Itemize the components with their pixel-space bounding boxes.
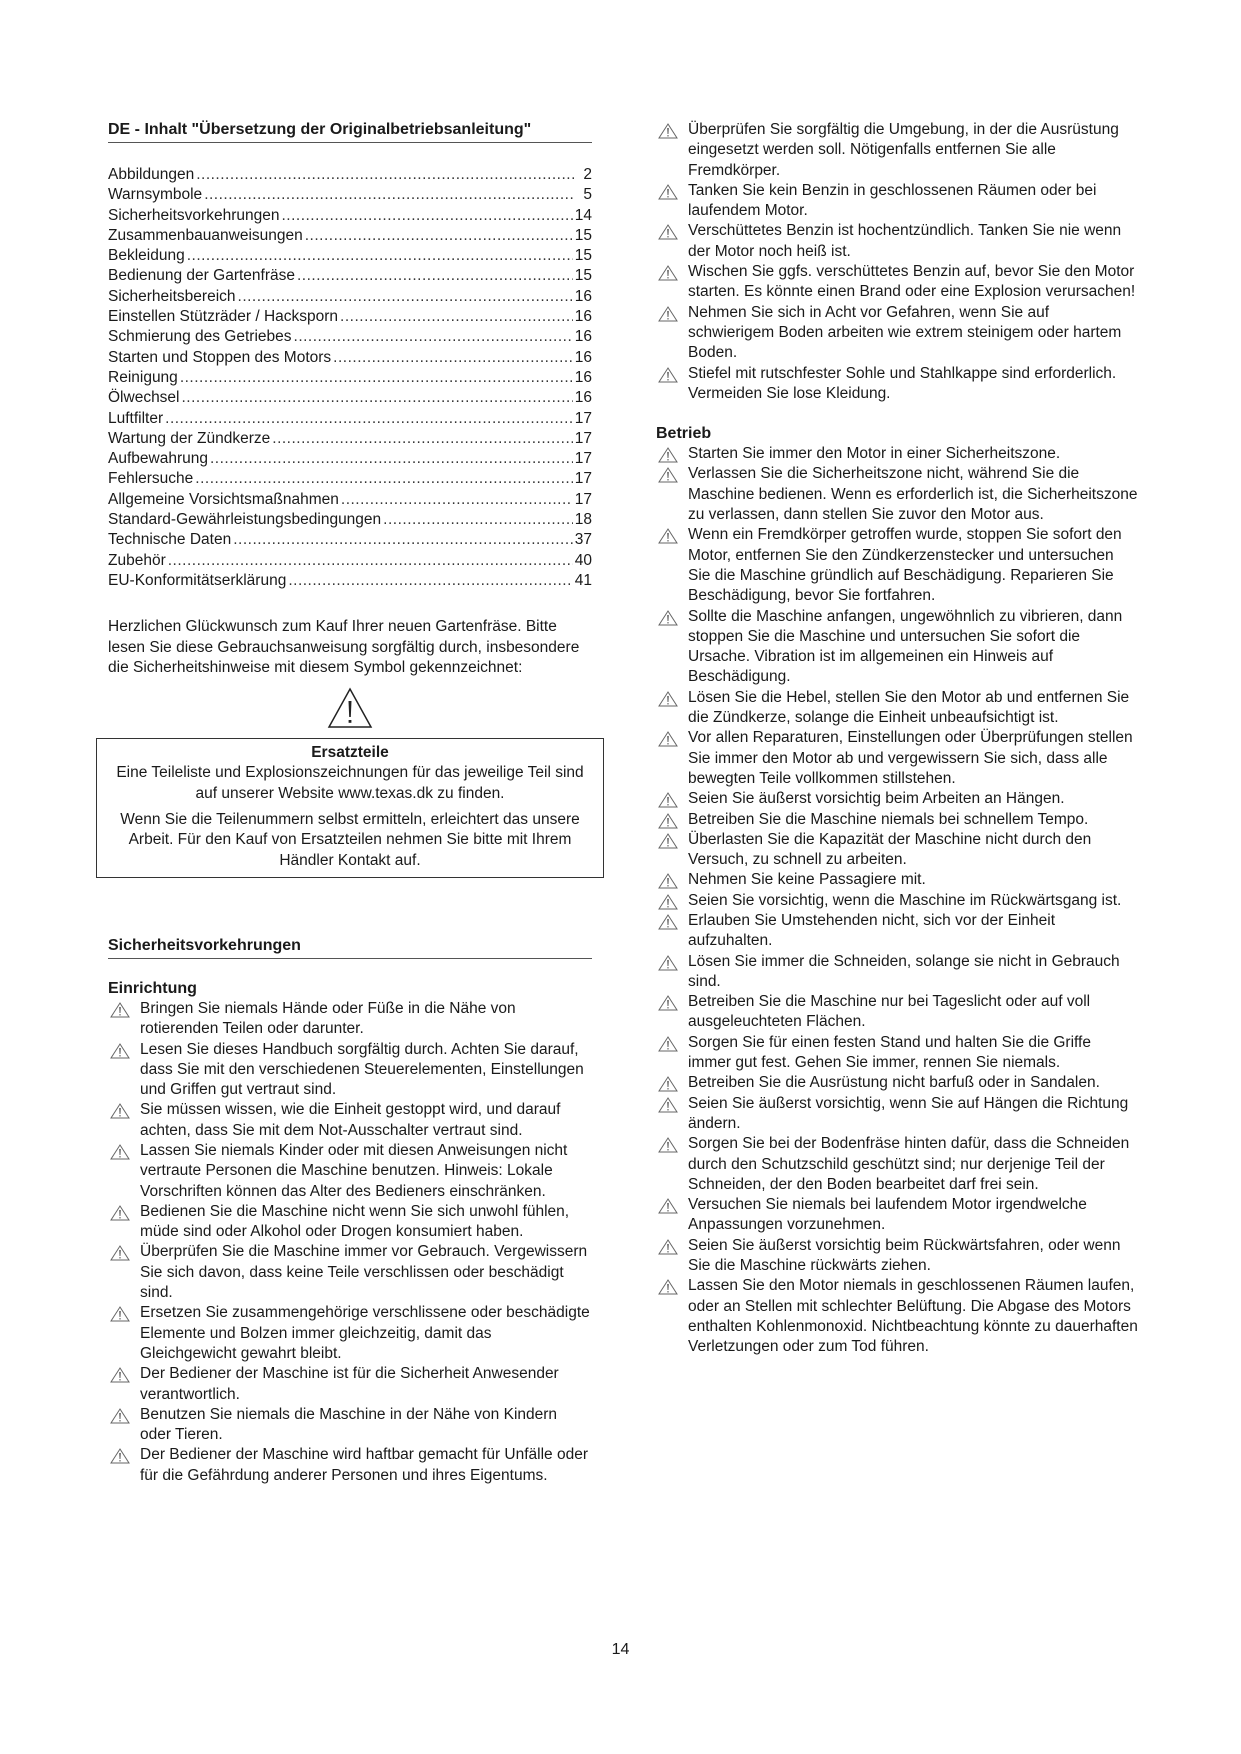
toc-entry-label: Einstellen Stützräder / Hacksporn <box>108 308 339 326</box>
table-of-contents <box>108 165 592 591</box>
list-item <box>656 1073 1138 1093</box>
list-item <box>656 303 1138 364</box>
toc-leader-dots <box>340 307 573 327</box>
warning-small-icon <box>658 691 678 707</box>
warning-small-icon <box>658 447 678 463</box>
list-item-text: Nehmen Sie keine Passagiere mit. <box>688 871 926 889</box>
toc-leader-dots <box>195 469 572 489</box>
warning-small-icon <box>658 833 678 849</box>
toc-entry-page: 15 <box>574 226 592 244</box>
list-item <box>656 181 1138 222</box>
list-item-text: Wischen Sie ggfs. verschüttetes Benzin auf, bevor Sie den Motor starten. Es könnte einen Brand oder eine Explosion verursachen! <box>688 263 1136 301</box>
list-item-text: Vor allen Reparaturen, Einstellungen oder Überprüfungen stellen Sie immer den Motor ab und vergewissern Sie sich, dass alle bewegten Teile vollkommen stillstehen. <box>688 729 1133 787</box>
toc-leader-dots <box>165 409 573 429</box>
list-item-text: Verschüttetes Benzin ist hochentzündlich. Tanken Sie nie wenn der Motor noch heiß ist. <box>688 222 1122 260</box>
list-item-text: Überlasten Sie die Kapazität der Maschine nicht durch den Versuch, zu schnell zu arbeiten. <box>688 830 1092 869</box>
list-item-text: Sorgen Sie für einen festen Stand und halten Sie die Griffe immer gut fest. Gehen Sie immer, rennen Sie niemals. <box>688 1033 1091 1072</box>
toc-entry-page: 16 <box>574 348 592 366</box>
list-item <box>108 1445 592 1486</box>
list-item <box>656 607 1138 688</box>
warning-small-icon <box>658 894 678 910</box>
list-item-text: Überprüfen Sie sorgfältig die Umgebung, in der die Ausrüstung eingesetzt werden soll. Nötigenfalls entfernen Sie alle Fremdkörper. <box>688 121 1119 179</box>
list-item <box>656 525 1138 606</box>
toc-entry-page: 37 <box>574 531 592 549</box>
warning-small-icon <box>658 995 678 1011</box>
warning-small-icon <box>658 467 678 483</box>
warning-small-icon <box>110 1103 130 1119</box>
setup-list <box>108 999 592 1486</box>
list-item-text: Bedienen Sie die Maschine nicht wenn Sie sich unwohl fühlen, müde sind oder Alkohol oder Drogen konsumiert haben. <box>140 1202 570 1241</box>
toc-entry-page: 41 <box>574 571 592 589</box>
warning-small-icon <box>110 1205 130 1221</box>
toc-leader-dots <box>281 206 572 226</box>
list-item-text: Erlauben Sie Umstehenden nicht, sich vor der Einheit aufzuhalten. <box>688 911 1056 950</box>
list-item-text: Seien Sie äußerst vorsichtig beim Rückwärtsfahren, oder wenn Sie die Maschine rückwärts ziehen. <box>688 1236 1121 1275</box>
toc-entry-label: Ölwechsel <box>108 389 180 407</box>
toc-entry-label: Warnsymbole <box>108 186 203 204</box>
list-item <box>656 952 1138 993</box>
warning-small-icon <box>110 1002 130 1018</box>
list-item <box>656 728 1138 789</box>
toc-entry-label: Standard-Gewährleistungsbedingungen <box>108 511 382 529</box>
toc-entry-label: EU-Konformitätserklärung <box>108 571 287 589</box>
toc-entry <box>108 246 592 266</box>
toc-leader-dots <box>383 510 573 530</box>
spare-parts-title: Ersatzteile <box>311 744 389 762</box>
toc-entry-label: Zubehör <box>108 551 166 569</box>
list-item-text: Lösen Sie immer die Schneiden, solange sie nicht in Gebrauch sind. <box>688 952 1120 990</box>
list-item <box>656 870 1138 890</box>
operation-subheading: Betrieb <box>656 425 712 443</box>
toc-entry-page: 15 <box>574 267 592 285</box>
list-item <box>656 891 1138 911</box>
warning-small-icon <box>658 367 678 383</box>
list-item-text: Versuchen Sie niemals bei laufendem Motor irgendwelche Anpassungen vorzunehmen. <box>688 1196 1087 1234</box>
toc-entry <box>108 449 592 469</box>
toc-leader-dots <box>196 165 574 185</box>
toc-entry-page: 17 <box>574 470 592 488</box>
list-item <box>656 120 1138 181</box>
warning-small-icon <box>110 1144 130 1160</box>
toc-entry-page: 17 <box>574 409 592 427</box>
toc-entry <box>108 551 592 571</box>
spare-parts-box <box>96 738 604 878</box>
toc-leader-dots <box>233 530 573 550</box>
warning-small-icon <box>658 1198 678 1214</box>
toc-leader-dots <box>305 226 573 246</box>
warning-small-icon <box>658 914 678 930</box>
list-item <box>108 1405 592 1446</box>
toc-entry <box>108 530 592 550</box>
toc-leader-dots <box>180 368 573 388</box>
toc-entry-page: 15 <box>574 247 592 265</box>
toc-leader-dots <box>297 266 573 286</box>
list-item-text: Sollte die Maschine anfangen, ungewöhnlich zu vibrieren, dann stoppen Sie die Maschine und untersuchen Sie sofort die Ursache. Vibration ist im allgemeinen ein Hinweis auf Beschädigung. <box>688 607 1123 686</box>
list-item-text: Stiefel mit rutschfester Sohle und Stahlkappe sind erforderlich. Vermeiden Sie lose Kleidung. <box>688 364 1117 402</box>
list-item-text: Lösen Sie die Hebel, stellen Sie den Motor ab und entfernen Sie die Zündkerze, solange die Einheit unbeaufsichtigt ist. <box>688 688 1130 727</box>
list-item <box>656 911 1138 952</box>
toc-entry-page: 16 <box>574 328 592 346</box>
setup-continued-list <box>656 120 1138 404</box>
warning-small-icon <box>658 184 678 200</box>
warning-small-icon <box>110 1245 130 1261</box>
toc-entry <box>108 348 592 368</box>
toc-entry-page: 16 <box>574 308 592 326</box>
list-item <box>108 1242 592 1303</box>
list-item-text: Tanken Sie kein Benzin in geschlossenen Räumen oder bei laufendem Motor. <box>688 181 1097 220</box>
toc-leader-dots <box>182 388 573 408</box>
list-item <box>656 992 1138 1033</box>
toc-entry-page: 17 <box>574 450 592 468</box>
toc-entry-label: Aufbewahrung <box>108 450 208 468</box>
toc-entry-label: Bekleidung <box>108 247 185 265</box>
toc-entry-page: 40 <box>574 551 592 569</box>
toc-leader-dots <box>333 348 573 368</box>
warning-small-icon <box>658 306 678 322</box>
toc-leader-dots <box>294 327 573 347</box>
warning-small-icon <box>658 1279 678 1295</box>
toc-entry-page: 16 <box>574 368 592 386</box>
warning-small-icon <box>658 955 678 971</box>
warning-small-icon <box>658 873 678 889</box>
list-item <box>656 688 1138 729</box>
toc-entry-page: 2 <box>583 166 592 183</box>
toc-entry <box>108 287 592 307</box>
list-item-text: Seien Sie äußerst vorsichtig, wenn Sie auf Hängen die Richtung ändern. <box>688 1094 1129 1132</box>
toc-entry <box>108 388 592 408</box>
toc-entry-page: 16 <box>574 389 592 407</box>
list-item <box>108 1100 592 1141</box>
spare-parts-text-1: Eine Teileliste und Explosionszeichnungen für das jeweilige Teil sind auf unserer Website www.texas.dk zu finden. <box>116 764 584 802</box>
toc-leader-dots <box>288 571 572 591</box>
toc-entry <box>108 490 592 510</box>
list-item-text: Sorgen Sie bei der Bodenfräse hinten dafür, dass die Schneiden durch den Schutzschild geschützt sind; nur derjenige Teil der Schneiden, der den Boden bearbeitet darf frei sein. <box>688 1135 1130 1193</box>
warning-small-icon <box>658 813 678 829</box>
right-column <box>656 120 1138 1358</box>
list-item <box>656 789 1138 809</box>
toc-entry <box>108 368 592 388</box>
list-item-text: Starten Sie immer den Motor in einer Sicherheitszone. <box>688 445 1061 463</box>
toc-entry <box>108 165 592 185</box>
toc-entry-label: Sicherheitsbereich <box>108 287 236 305</box>
toc-leader-dots <box>210 449 573 469</box>
list-item <box>656 810 1138 830</box>
warning-small-icon <box>658 610 678 626</box>
list-item-text: Lassen Sie den Motor niemals in geschlossenen Räumen laufen, oder an Stellen mit schlechter Belüftung. Die Abgase des Motors enthalten Kohlenmonoxid. Nichtbeachtung könnte zu dauerhaften Verletzungen oder zum Tod führen. <box>688 1277 1138 1356</box>
toc-entry <box>108 429 592 449</box>
toc-leader-dots <box>341 490 573 510</box>
toc-entry <box>108 307 592 327</box>
warning-small-icon <box>110 1306 130 1322</box>
safety-heading: Sicherheitsvorkehrungen <box>108 936 592 959</box>
warning-small-icon <box>110 1367 130 1383</box>
toc-entry-page: 14 <box>574 206 592 224</box>
list-item <box>656 444 1138 464</box>
list-item <box>656 1195 1138 1236</box>
list-item-text: Betreiben Sie die Maschine niemals bei schnellem Tempo. <box>688 810 1089 828</box>
list-item-text: Betreiben Sie die Ausrüstung nicht barfuß oder in Sandalen. <box>688 1074 1100 1092</box>
list-item <box>108 1040 592 1101</box>
list-item-text: Der Bediener der Maschine wird haftbar gemacht für Unfälle oder für die Gefährdung anderer Personen und ihres Eigentums. <box>140 1446 589 1484</box>
list-item-text: Bringen Sie niemals Hände oder Füße in die Nähe von rotierenden Teilen oder darunter. <box>140 999 516 1038</box>
list-item <box>108 1364 592 1405</box>
list-item <box>656 1276 1138 1357</box>
warning-small-icon <box>658 1076 678 1092</box>
toc-entry-label: Fehlersuche <box>108 470 194 488</box>
warning-small-icon <box>658 1097 678 1113</box>
warning-small-icon <box>110 1448 130 1464</box>
toc-entry-label: Starten und Stoppen des Motors <box>108 348 332 366</box>
toc-entry-label: Sicherheitsvorkehrungen <box>108 206 280 224</box>
list-item <box>656 262 1138 303</box>
list-item-text: Seien Sie vorsichtig, wenn die Maschine im Rückwärtsgang ist. <box>688 891 1122 909</box>
spare-parts-text-2: Wenn Sie die Teilenummern selbst ermitteln, erleichtert das unsere Arbeit. Für den Kauf von Ersatzteilen nehmen Sie bitte mit Ihrem Händler Kontakt auf. <box>120 811 580 869</box>
warning-small-icon <box>658 1036 678 1052</box>
warning-small-icon <box>110 1043 130 1059</box>
toc-heading: DE - Inhalt "Übersetzung der Originalbetriebsanleitung" <box>108 120 592 143</box>
list-item-text: Betreiben Sie die Maschine nur bei Tageslicht oder auf voll ausgeleuchteten Flächen. <box>688 993 1091 1031</box>
toc-entry-label: Allgemeine Vorsichtsmaßnahmen <box>108 490 339 508</box>
list-item-text: Überprüfen Sie die Maschine immer vor Gebrauch. Vergewissern Sie sich davon, dass keine Teile verschlissen oder beschädigt sind. <box>140 1243 588 1302</box>
list-item-text: Nehmen Sie sich in Acht vor Gefahren, wenn Sie auf schwierigem Boden arbeiten wie extrem steinigem oder hartem Boden. <box>688 303 1122 362</box>
list-item <box>108 1202 592 1243</box>
toc-entry <box>108 185 592 205</box>
toc-entry-label: Abbildungen <box>108 166 195 183</box>
list-item <box>656 221 1138 262</box>
list-item <box>656 1094 1138 1135</box>
list-item <box>656 364 1138 405</box>
toc-entry-label: Reinigung <box>108 368 178 386</box>
toc-entry <box>108 226 592 246</box>
list-item <box>108 1303 592 1364</box>
toc-entry-page: 5 <box>583 186 592 204</box>
toc-entry <box>108 327 592 347</box>
toc-entry <box>108 206 592 226</box>
list-item-text: Sie müssen wissen, wie die Einheit gestoppt wird, und darauf achten, dass Sie mit dem Not-Ausschalter vertraut sind. <box>140 1101 561 1139</box>
toc-leader-dots <box>204 185 574 205</box>
warning-small-icon <box>658 1239 678 1255</box>
left-column <box>108 120 592 1486</box>
list-item-text: Lassen Sie niemals Kinder oder mit diesen Anweisungen nicht vertraute Personen die Maschine benutzen. Hinweis: Lokale Vorschriften können das Alter des Bedieners einschränken. <box>140 1141 568 1200</box>
operation-list <box>656 444 1138 1357</box>
toc-entry-label: Wartung der Zündkerze <box>108 429 271 447</box>
toc-entry-label: Bedienung der Gartenfräse <box>108 267 295 285</box>
list-item-text: Wenn ein Fremdkörper getroffen wurde, stoppen Sie sofort den Motor, entfernen Sie den Zündkerzenstecker und untersuchen Sie die Maschine gründlich auf Beschädigung. Reparieren Sie Beschädigung, bevor Sie fortfahren. <box>688 526 1122 605</box>
toc-entry <box>108 571 592 591</box>
toc-entry-page: 16 <box>574 287 592 305</box>
toc-entry <box>108 266 592 286</box>
list-item-text: Ersetzen Sie zusammengehörige verschlissene oder beschädigte Elemente und Bolzen immer gleichzeitig, damit das Gleichgewicht gewahrt bleibt. <box>140 1304 590 1362</box>
list-item-text: Lesen Sie dieses Handbuch sorgfältig durch. Achten Sie darauf, dass Sie mit den verschiedenen Steuerelementen, Einstellungen und Griffen gut vertraut sind. <box>140 1040 584 1099</box>
list-item <box>656 1134 1138 1195</box>
toc-entry <box>108 469 592 489</box>
list-item-text: Seien Sie äußerst vorsichtig beim Arbeiten an Hängen. <box>688 790 1065 808</box>
warning-triangle-icon <box>326 686 374 730</box>
intro-text: Herzlichen Glückwunsch zum Kauf Ihrer neuen Gartenfräse. Bitte lesen Sie diese Gebrauchsanweisung sorgfältig durch, insbesondere die Sicherheitshinweise mit diesem Symbol gekennzeichnet: <box>108 618 580 676</box>
warning-small-icon <box>658 265 678 281</box>
toc-leader-dots <box>238 287 573 307</box>
toc-entry-label: Technische Daten <box>108 531 232 549</box>
toc-entry <box>108 510 592 530</box>
toc-entry-label: Schmierung des Getriebes <box>108 328 292 346</box>
list-item-text: Der Bediener der Maschine ist für die Sicherheit Anwesender verantwortlich. <box>140 1365 559 1403</box>
list-item-text: Benutzen Sie niemals die Maschine in der Nähe von Kindern oder Tieren. <box>140 1405 558 1444</box>
list-item <box>656 1236 1138 1277</box>
warning-small-icon <box>658 792 678 808</box>
toc-leader-dots <box>187 246 573 266</box>
warning-small-icon <box>658 528 678 544</box>
warning-small-icon <box>658 224 678 240</box>
list-item-text: Verlassen Sie die Sicherheitszone nicht, während Sie die Maschine bedienen. Wenn es erforderlich ist, die Sicherheitszone zu verlassen, dann stellen Sie zuvor den Motor aus. <box>688 465 1138 524</box>
list-item <box>108 999 592 1040</box>
warning-small-icon <box>110 1408 130 1424</box>
warning-small-icon <box>658 123 678 139</box>
toc-entry <box>108 409 592 429</box>
toc-entry-page: 18 <box>574 511 592 529</box>
toc-entry-label: Luftfilter <box>108 409 164 427</box>
toc-entry-label: Zusammenbauanweisungen <box>108 226 303 244</box>
toc-leader-dots <box>272 429 572 449</box>
toc-entry-page: 17 <box>574 490 592 508</box>
list-item <box>108 1141 592 1202</box>
page-number: 14 <box>611 1641 630 1658</box>
list-item <box>656 464 1138 525</box>
list-item <box>656 830 1138 871</box>
toc-leader-dots <box>168 551 573 571</box>
list-item <box>656 1033 1138 1074</box>
warning-small-icon <box>658 731 678 747</box>
warning-small-icon <box>658 1137 678 1153</box>
toc-entry-page: 17 <box>574 429 592 447</box>
setup-subheading: Einrichtung <box>108 979 197 997</box>
